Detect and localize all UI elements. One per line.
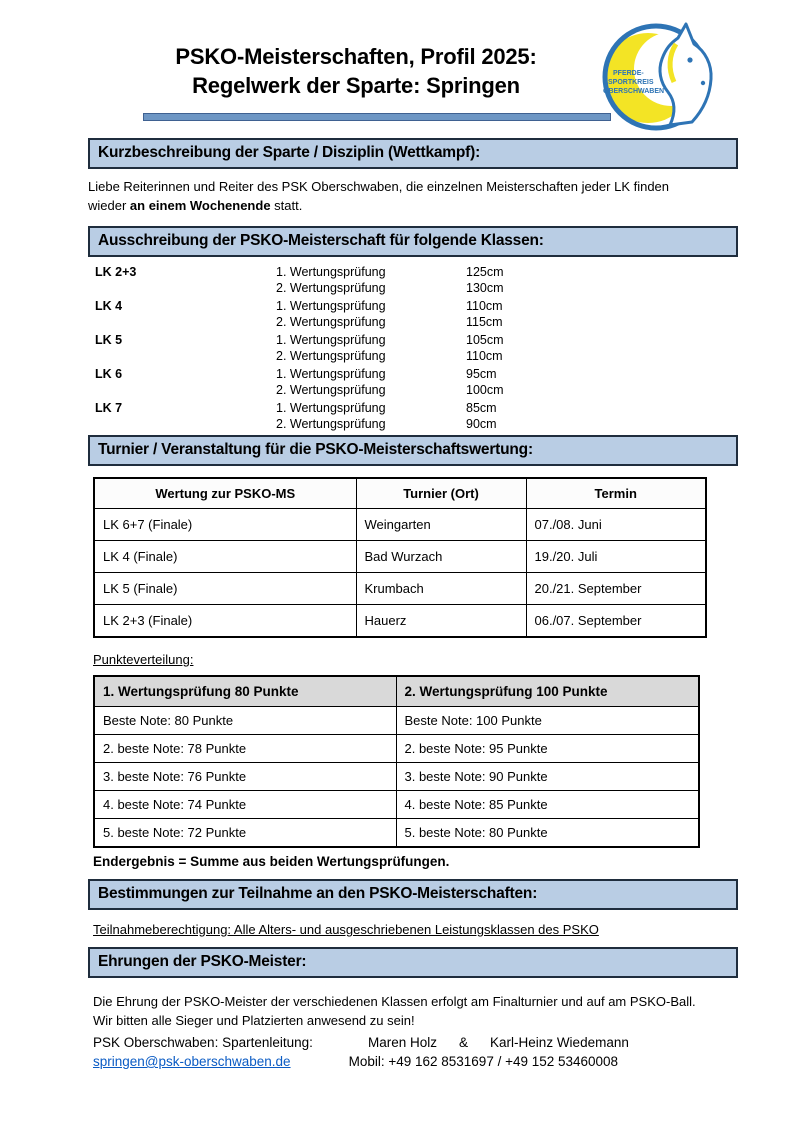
class-row [88,299,738,330]
class-pruefungen [276,299,738,330]
pruefung-row [276,333,738,349]
endergebnis-note: Endergebnis = Summe aus beiden Wertungsprüfungen. [93,854,450,869]
table-row [94,791,699,819]
spartenleitung-label: PSK Oberschwaben: Spartenleitung: [93,1035,313,1050]
pruefung-hoehe: 130cm [466,280,504,295]
table-cell: 19./20. Juli [526,541,706,573]
table-cell: Beste Note: 80 Punkte [94,707,396,735]
table-cell: Krumbach [356,573,526,605]
table-cell: Hauerz [356,605,526,638]
logo-text-line3: OBERSCHWABEN [603,88,665,95]
pruefung-hoehe: 115cm [466,314,503,329]
pruefung-hoehe: 85cm [466,401,497,415]
table-row [94,509,706,541]
pruefung-row [276,281,738,297]
table-row [94,573,706,605]
class-pruefungen [276,401,738,432]
pruefung-name: 1. Wertungsprüfung [276,401,386,415]
ehrungen-paragraph: Die Ehrung der PSKO-Meister der verschiedenen Klassen erfolgt am Finalturnier und auf am PSKO-Ball. Wir bitten alle Sieger und Platzierten anwesend zu sein! [93,994,696,1028]
table-cell: 3. beste Note: 76 Punkte [94,763,396,791]
class-pruefungen [276,265,738,296]
table-cell: 4. beste Note: 74 Punkte [94,791,396,819]
pruefung-name: 2. Wertungsprüfung [276,416,386,431]
intro-text-before: Liebe Reiterinnen und Reiter des PSK Oberschwaben, die einzelnen Meisterschaften jeder LK finden wieder [88,179,670,213]
pruefung-name: 1. Wertungsprüfung [276,367,386,381]
column-header-wp1: 1. Wertungsprüfung 80 Punkte [94,676,396,707]
logo-text-line2: SPORTKREIS [608,79,654,86]
pruefung-hoehe: 105cm [466,333,504,347]
column-header-wp2: 2. Wertungsprüfung 100 Punkte [396,676,699,707]
page-title-line1: PSKO-Meisterschaften, Profil 2025: [175,44,537,69]
column-header-termin: Termin [526,478,706,509]
section-header-kurzbeschreibung: Kurzbeschreibung der Sparte / Disziplin (Wettkampf): [88,138,738,169]
class-pruefungen [276,333,738,364]
pruefung-name: 2. Wertungsprüfung [276,314,386,329]
pruefung-row [276,349,738,365]
class-label: LK 5 [95,333,123,347]
pruefung-hoehe: 110cm [466,348,503,363]
column-header-wertung: Wertung zur PSKO-MS [94,478,356,509]
pruefung-name: 2. Wertungsprüfung [276,348,386,363]
pruefung-name: 1. Wertungsprüfung [276,299,386,313]
email-link[interactable]: springen@psk-oberschwaben.de [93,1054,291,1069]
table-cell: 4. beste Note: 85 Punkte [396,791,699,819]
table-row [94,605,706,638]
page-title-line2: Regelwerk der Sparte: Springen [192,73,520,98]
page-title [116,42,596,100]
intro-paragraph [88,177,703,215]
table-row [94,541,706,573]
class-label: LK 7 [95,401,123,415]
pruefung-row [276,367,738,383]
class-label: LK 4 [95,299,123,313]
pruefung-hoehe: 95cm [466,367,497,381]
table-cell: Weingarten [356,509,526,541]
table-cell: 2. beste Note: 78 Punkte [94,735,396,763]
class-row [88,333,738,364]
contact-names [368,1033,629,1052]
pruefung-name: 2. Wertungsprüfung [276,280,386,295]
pruefung-row [276,265,738,281]
table-cell: 3. beste Note: 90 Punkte [396,763,699,791]
mobile-numbers: Mobil: +49 162 8531697 / +49 152 53460008 [348,1054,619,1069]
table-cell: LK 2+3 (Finale) [94,605,356,638]
table-cell: 07./08. Juni [526,509,706,541]
table-row [94,819,699,848]
pruefung-row [276,383,738,399]
section-header-bestimmungen: Bestimmungen zur Teilnahme an den PSKO-Meisterschaften: [88,879,738,910]
pruefung-hoehe: 110cm [466,299,503,313]
ampersand: & [459,1035,469,1050]
intro-text-bold: an einem Wochenende [129,198,271,213]
table-row [94,707,699,735]
pruefung-row [276,299,738,315]
section-header-ausschreibung: Ausschreibung der PSKO-Meisterschaft für folgende Klassen: [88,226,738,257]
class-row [88,265,738,296]
teilnahmeberechtigung-text: Teilnahmeberechtigung: Alle Alters- und ausgeschriebenen Leistungsklassen des PSKO [93,922,599,937]
pruefung-hoehe: 125cm [466,265,504,279]
table-row [94,735,699,763]
contact-line-1 [93,1033,738,1052]
table-cell: 20./21. September [526,573,706,605]
contact-line-2 [93,1052,738,1071]
pruefung-row [276,401,738,417]
pruefung-hoehe: 100cm [466,382,504,397]
table-cell: LK 4 (Finale) [94,541,356,573]
intro-text-after: statt. [270,198,303,213]
contact-name-2: Karl-Heinz Wiedemann [490,1035,629,1050]
class-list [88,265,738,432]
turnier-table [93,477,707,638]
punkteverteilung-label: Punkteverteilung: [93,652,194,667]
class-label: LK 6 [95,367,123,381]
table-cell: 5. beste Note: 72 Punkte [94,819,396,848]
section-header-ehrungen: Ehrungen der PSKO-Meister: [88,947,738,978]
section-header-turnier: Turnier / Veranstaltung für die PSKO-Meisterschaftswertung: [88,435,738,466]
title-underline-rule [143,113,611,121]
class-label: LK 2+3 [95,265,137,279]
table-cell: Bad Wurzach [356,541,526,573]
punkteverteilung-table [93,675,700,848]
class-row [88,367,738,398]
pruefung-row [276,417,738,433]
pruefung-row [276,315,738,331]
pruefung-hoehe: 90cm [466,416,497,431]
table-cell: Beste Note: 100 Punkte [396,707,699,735]
pruefung-name: 1. Wertungsprüfung [276,333,386,347]
table-row [94,763,699,791]
column-header-turnier-ort: Turnier (Ort) [356,478,526,509]
table-cell: LK 5 (Finale) [94,573,356,605]
class-pruefungen [276,367,738,398]
document-content [88,0,738,1071]
table-cell: 06./07. September [526,605,706,638]
logo-text-line1: PFERDE- [613,70,644,77]
table-cell: LK 6+7 (Finale) [94,509,356,541]
contact-name-1: Maren Holz [368,1035,438,1050]
punkte-table-header-row [94,676,699,707]
table-cell: 5. beste Note: 80 Punkte [396,819,699,848]
turnier-table-header-row [94,478,706,509]
pruefung-name: 1. Wertungsprüfung [276,265,386,279]
pruefung-name: 2. Wertungsprüfung [276,382,386,397]
class-row [88,401,738,432]
table-cell: 2. beste Note: 95 Punkte [396,735,699,763]
